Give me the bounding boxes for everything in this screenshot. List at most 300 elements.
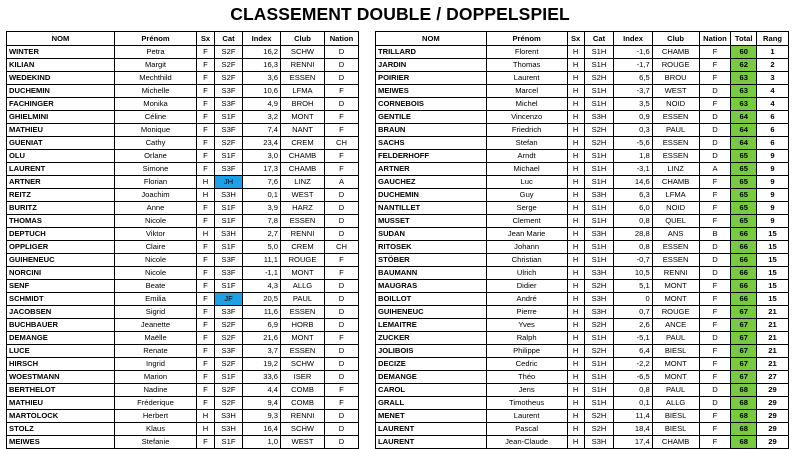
cell-index: 19,2 <box>243 358 281 371</box>
cell-cat: S2F <box>215 46 243 59</box>
cell-total: 65 <box>731 189 757 202</box>
table-header-row <box>7 32 359 46</box>
cell-nation: CH <box>325 137 359 150</box>
cell-prenom: Margit <box>115 59 197 72</box>
cell-nation: D <box>699 111 731 124</box>
cell-nation: F <box>325 111 359 124</box>
cell-club: ISER <box>281 371 325 384</box>
cell-total: 64 <box>731 111 757 124</box>
cell-nation: F <box>325 150 359 163</box>
cell-index: 16,4 <box>243 423 281 436</box>
cell-rang: 15 <box>756 228 788 241</box>
cell-index: 3,5 <box>614 98 652 111</box>
cell-nation: D <box>699 150 731 163</box>
cell-index: 6,3 <box>614 189 652 202</box>
cell-cat: JF <box>215 293 243 306</box>
cell-sx: H <box>567 436 584 449</box>
cell-total: 65 <box>731 163 757 176</box>
cell-nom: TRILLARD <box>376 46 487 59</box>
cell-cat: S2F <box>215 72 243 85</box>
cell-nation: D <box>325 358 359 371</box>
cell-index: -5,1 <box>614 332 652 345</box>
cell-total: 65 <box>731 202 757 215</box>
cell-nom: MEIWES <box>376 85 487 98</box>
cell-nation: D <box>325 215 359 228</box>
cell-club: PAUL <box>652 332 699 345</box>
cell-nation: F <box>699 319 731 332</box>
cell-index: 6,4 <box>614 345 652 358</box>
cell-index: 0,3 <box>614 124 652 137</box>
cell-cat: S1H <box>584 85 614 98</box>
cell-sx: H <box>567 111 584 124</box>
cell-cat: S1F <box>215 215 243 228</box>
cell-nom: BOILLOT <box>376 293 487 306</box>
cell-cat: S2H <box>584 319 614 332</box>
cell-nom: DUCHEMIN <box>7 85 115 98</box>
cell-nation: F <box>699 410 731 423</box>
header-nom: NOM <box>376 32 487 46</box>
cell-rang: 29 <box>756 410 788 423</box>
cell-sx: H <box>197 176 215 189</box>
table-row <box>7 436 359 449</box>
cell-club: LINZ <box>281 176 325 189</box>
cell-nom: OLU <box>7 150 115 163</box>
cell-nom: BURITZ <box>7 202 115 215</box>
cell-nom: FELDERHOFF <box>376 150 487 163</box>
cell-sx: H <box>567 46 584 59</box>
table-row <box>7 332 359 345</box>
table-row <box>7 59 359 72</box>
cell-total: 66 <box>731 228 757 241</box>
cell-total: 62 <box>731 59 757 72</box>
cell-cat: S1H <box>584 254 614 267</box>
cell-nom: DEMANGE <box>7 332 115 345</box>
cell-prenom: Michel <box>486 98 567 111</box>
cell-prenom: Monika <box>115 98 197 111</box>
cell-prenom: Arndt <box>486 150 567 163</box>
header-cat: Cat <box>215 32 243 46</box>
cell-cat: S3H <box>215 228 243 241</box>
table-row <box>7 358 359 371</box>
cell-nation: F <box>699 293 731 306</box>
cell-cat: S1H <box>584 241 614 254</box>
cell-index: 7,8 <box>243 215 281 228</box>
cell-cat: S3H <box>584 293 614 306</box>
cell-total: 65 <box>731 215 757 228</box>
table-row <box>7 163 359 176</box>
cell-club: LFMA <box>281 85 325 98</box>
cell-club: RENNI <box>652 267 699 280</box>
cell-nation: D <box>699 124 731 137</box>
cell-nom: STÖBER <box>376 254 487 267</box>
cell-index: 4,3 <box>243 280 281 293</box>
cell-sx: H <box>567 98 584 111</box>
cell-index: -5,6 <box>614 137 652 150</box>
cell-rang: 9 <box>756 163 788 176</box>
cell-club: ROUGE <box>652 59 699 72</box>
table-row <box>376 59 789 72</box>
cell-index: 20,5 <box>243 293 281 306</box>
cell-index: 10,5 <box>614 267 652 280</box>
cell-total: 67 <box>731 371 757 384</box>
cell-nom: ARTNER <box>376 163 487 176</box>
cell-prenom: Jean Marie <box>486 228 567 241</box>
table-row <box>376 176 789 189</box>
cell-nom: RITOSEK <box>376 241 487 254</box>
cell-nation: A <box>699 163 731 176</box>
cell-cat: S3H <box>584 228 614 241</box>
cell-nation: F <box>699 98 731 111</box>
cell-total: 66 <box>731 254 757 267</box>
cell-index: -3,1 <box>614 163 652 176</box>
cell-nation: D <box>325 410 359 423</box>
cell-nation: D <box>699 332 731 345</box>
cell-nom: GRALL <box>376 397 487 410</box>
cell-nom: GENTILE <box>376 111 487 124</box>
cell-cat: S1F <box>215 202 243 215</box>
cell-index: -1,7 <box>614 59 652 72</box>
cell-prenom: Laurent <box>486 410 567 423</box>
cell-nom: MARTOLOCK <box>7 410 115 423</box>
cell-prenom: Laurent <box>486 72 567 85</box>
cell-nom: LAURENT <box>7 163 115 176</box>
cell-rang: 9 <box>756 215 788 228</box>
cell-nation: D <box>699 241 731 254</box>
cell-rang: 21 <box>756 332 788 345</box>
cell-total: 68 <box>731 410 757 423</box>
cell-club: BROH <box>281 98 325 111</box>
cell-club: ROUGE <box>652 306 699 319</box>
cell-prenom: Simone <box>115 163 197 176</box>
cell-club: MONT <box>652 358 699 371</box>
cell-nom: BERTHELOT <box>7 384 115 397</box>
cell-club: MONT <box>652 280 699 293</box>
cell-nation: F <box>699 46 731 59</box>
cell-sx: F <box>197 215 215 228</box>
table-row <box>7 345 359 358</box>
cell-nation: D <box>325 72 359 85</box>
cell-cat: S3H <box>584 189 614 202</box>
cell-cat: S2F <box>215 358 243 371</box>
cell-prenom: Marion <box>115 371 197 384</box>
cell-prenom: Anne <box>115 202 197 215</box>
cell-nation: D <box>699 137 731 150</box>
table-row <box>7 46 359 59</box>
table-row <box>376 332 789 345</box>
cell-nom: CAROL <box>376 384 487 397</box>
cell-club: COMB <box>281 384 325 397</box>
table-row <box>7 319 359 332</box>
cell-prenom: Philippe <box>486 345 567 358</box>
table-row <box>7 423 359 436</box>
cell-cat: S2F <box>215 397 243 410</box>
cell-total: 67 <box>731 345 757 358</box>
cell-rang: 21 <box>756 306 788 319</box>
table-row <box>7 189 359 202</box>
cell-index: 4,9 <box>243 98 281 111</box>
table-row <box>7 150 359 163</box>
cell-nom: MAUGRAS <box>376 280 487 293</box>
cell-prenom: Théo <box>486 371 567 384</box>
table-row <box>376 293 789 306</box>
cell-nom: SUDAN <box>376 228 487 241</box>
cell-nom: BAUMANN <box>376 267 487 280</box>
cell-index: 17,4 <box>614 436 652 449</box>
cell-club: SCHW <box>281 46 325 59</box>
cell-nation: D <box>699 267 731 280</box>
cell-index: 23,4 <box>243 137 281 150</box>
cell-club: WEST <box>281 189 325 202</box>
cell-nom: WOESTMANN <box>7 371 115 384</box>
cell-nom: JACOBSEN <box>7 306 115 319</box>
cell-nom: GUENIAT <box>7 137 115 150</box>
cell-club: WEST <box>281 436 325 449</box>
cell-cat: S2F <box>215 332 243 345</box>
cell-sx: H <box>567 358 584 371</box>
cell-cat: S1H <box>584 150 614 163</box>
cell-sx: F <box>197 254 215 267</box>
cell-nom: JARDIN <box>376 59 487 72</box>
cell-sx: H <box>567 254 584 267</box>
header-sx: Sx <box>197 32 215 46</box>
table-row <box>376 267 789 280</box>
cell-nom: ZUCKER <box>376 332 487 345</box>
cell-total: 67 <box>731 358 757 371</box>
cell-index: 17,3 <box>243 163 281 176</box>
cell-nom: POIRIER <box>376 72 487 85</box>
cell-club: CHAMB <box>652 176 699 189</box>
cell-prenom: Ingrid <box>115 358 197 371</box>
cell-club: BIESL <box>652 423 699 436</box>
cell-cat: S3H <box>584 436 614 449</box>
cell-index: 0,9 <box>614 111 652 124</box>
cell-prenom: Beate <box>115 280 197 293</box>
cell-cat: S1H <box>584 202 614 215</box>
cell-sx: H <box>567 202 584 215</box>
cell-nation: D <box>325 436 359 449</box>
table-row <box>7 72 359 85</box>
cell-rang: 2 <box>756 59 788 72</box>
cell-club: SCHW <box>281 358 325 371</box>
table-row <box>376 371 789 384</box>
table-row <box>7 111 359 124</box>
cell-sx: H <box>197 189 215 202</box>
cell-index: 1,8 <box>614 150 652 163</box>
cell-index: 11,6 <box>243 306 281 319</box>
cell-nom: JOLIBOIS <box>376 345 487 358</box>
cell-nom: SENF <box>7 280 115 293</box>
cell-cat: S1H <box>584 397 614 410</box>
cell-rang: 15 <box>756 293 788 306</box>
cell-index: 11,1 <box>243 254 281 267</box>
cell-club: PAUL <box>652 124 699 137</box>
cell-nation: D <box>325 59 359 72</box>
cell-cat: S2H <box>584 124 614 137</box>
table-row <box>7 228 359 241</box>
cell-club: MONT <box>281 332 325 345</box>
cell-prenom: Mechthild <box>115 72 197 85</box>
cell-total: 66 <box>731 241 757 254</box>
cell-index: 7,6 <box>243 176 281 189</box>
cell-prenom: Serge <box>486 202 567 215</box>
cell-nom: SCHMIDT <box>7 293 115 306</box>
cell-total: 66 <box>731 280 757 293</box>
cell-prenom: Thomas <box>486 59 567 72</box>
cell-nation: D <box>325 202 359 215</box>
cell-rang: 6 <box>756 124 788 137</box>
cell-cat: S1F <box>215 241 243 254</box>
cell-club: ESSEN <box>652 137 699 150</box>
cell-nom: FACHINGER <box>7 98 115 111</box>
cell-prenom: Nicole <box>115 267 197 280</box>
table-row <box>376 124 789 137</box>
cell-cat: S1H <box>584 176 614 189</box>
cell-club: RENNI <box>281 410 325 423</box>
cell-club: MONT <box>281 267 325 280</box>
table-row <box>376 254 789 267</box>
cell-cat: S1F <box>215 150 243 163</box>
cell-index: 1,0 <box>243 436 281 449</box>
cell-total: 63 <box>731 72 757 85</box>
table-row <box>376 202 789 215</box>
cell-nation: F <box>699 215 731 228</box>
cell-total: 66 <box>731 293 757 306</box>
table-row <box>376 72 789 85</box>
cell-nom: DECIZE <box>376 358 487 371</box>
cell-prenom: André <box>486 293 567 306</box>
cell-nation: D <box>325 293 359 306</box>
cell-rang: 6 <box>756 111 788 124</box>
cell-cat: S2F <box>215 59 243 72</box>
cell-club: SCHW <box>281 423 325 436</box>
cell-prenom: Florent <box>486 46 567 59</box>
cell-total: 66 <box>731 267 757 280</box>
cell-sx: H <box>567 397 584 410</box>
cell-prenom: Cathy <box>115 137 197 150</box>
cell-nom: HIRSCH <box>7 358 115 371</box>
table-row <box>376 228 789 241</box>
cell-nom: GUIHENEUC <box>376 306 487 319</box>
cell-index: -2,2 <box>614 358 652 371</box>
cell-sx: F <box>197 306 215 319</box>
cell-nation: D <box>325 423 359 436</box>
cell-nation: F <box>699 176 731 189</box>
cell-cat: S1H <box>584 46 614 59</box>
cell-nation: F <box>699 202 731 215</box>
cell-cat: S2H <box>584 137 614 150</box>
cell-nation: D <box>325 345 359 358</box>
cell-club: ALLG <box>652 397 699 410</box>
table-row <box>376 384 789 397</box>
cell-nation: F <box>699 423 731 436</box>
cell-total: 67 <box>731 306 757 319</box>
cell-rang: 4 <box>756 98 788 111</box>
cell-index: 6,9 <box>243 319 281 332</box>
cell-nom: WEDEKIND <box>7 72 115 85</box>
cell-nom: KILIAN <box>7 59 115 72</box>
cell-index: 3,9 <box>243 202 281 215</box>
cell-club: MONT <box>281 111 325 124</box>
cell-cat: S3F <box>215 124 243 137</box>
table-header-row <box>376 32 789 46</box>
cell-club: NOID <box>652 202 699 215</box>
cell-index: -6,5 <box>614 371 652 384</box>
table-row <box>7 202 359 215</box>
cell-prenom: Joachim <box>115 189 197 202</box>
header-club: Club <box>652 32 699 46</box>
cell-total: 68 <box>731 423 757 436</box>
cell-club: ALLG <box>281 280 325 293</box>
cell-cat: S1H <box>584 163 614 176</box>
cell-cat: S3F <box>215 163 243 176</box>
cell-cat: S3F <box>215 254 243 267</box>
cell-prenom: Nicole <box>115 215 197 228</box>
cell-index: -3,7 <box>614 85 652 98</box>
cell-index: 6,5 <box>614 72 652 85</box>
cell-rang: 27 <box>756 371 788 384</box>
cell-sx: H <box>567 189 584 202</box>
table-row <box>7 254 359 267</box>
cell-nom: LUCE <box>7 345 115 358</box>
cell-cat: S2F <box>215 137 243 150</box>
cell-club: COMB <box>281 397 325 410</box>
cell-index: 16,3 <box>243 59 281 72</box>
cell-cat: S3H <box>215 423 243 436</box>
cell-sx: F <box>197 397 215 410</box>
cell-sx: H <box>567 423 584 436</box>
header-rang: Rang <box>756 32 788 46</box>
cell-index: 5,1 <box>614 280 652 293</box>
cell-total: 68 <box>731 397 757 410</box>
cell-sx: F <box>197 436 215 449</box>
cell-nation: F <box>699 345 731 358</box>
cell-prenom: Fréderique <box>115 397 197 410</box>
cell-prenom: Nicole <box>115 254 197 267</box>
cell-nom: LAURENT <box>376 436 487 449</box>
cell-index: 3,2 <box>243 111 281 124</box>
cell-nom: DUCHEMIN <box>376 189 487 202</box>
cell-prenom: Jeanette <box>115 319 197 332</box>
cell-sx: H <box>567 332 584 345</box>
cell-prenom: Nadine <box>115 384 197 397</box>
cell-total: 67 <box>731 332 757 345</box>
table-row <box>7 306 359 319</box>
table-row <box>7 397 359 410</box>
cell-club: PAUL <box>652 384 699 397</box>
cell-cat: S3H <box>584 111 614 124</box>
cell-nom: CORNEBOIS <box>376 98 487 111</box>
cell-total: 65 <box>731 150 757 163</box>
cell-sx: H <box>567 215 584 228</box>
cell-index: 3,7 <box>243 345 281 358</box>
cell-index: 5,0 <box>243 241 281 254</box>
header-index: Index <box>243 32 281 46</box>
cell-club: HORB <box>281 319 325 332</box>
cell-sx: F <box>197 137 215 150</box>
cell-sx: F <box>197 202 215 215</box>
cell-nom: THOMAS <box>7 215 115 228</box>
header-index: Index <box>614 32 652 46</box>
cell-club: PAUL <box>281 293 325 306</box>
cell-prenom: Luc <box>486 176 567 189</box>
cell-nation: F <box>699 436 731 449</box>
cell-nom: LAURENT <box>376 423 487 436</box>
cell-club: RENNI <box>281 59 325 72</box>
cell-index: 0,8 <box>614 215 652 228</box>
cell-rang: 29 <box>756 384 788 397</box>
cell-nom: MATHIEU <box>7 124 115 137</box>
cell-nation: D <box>325 189 359 202</box>
